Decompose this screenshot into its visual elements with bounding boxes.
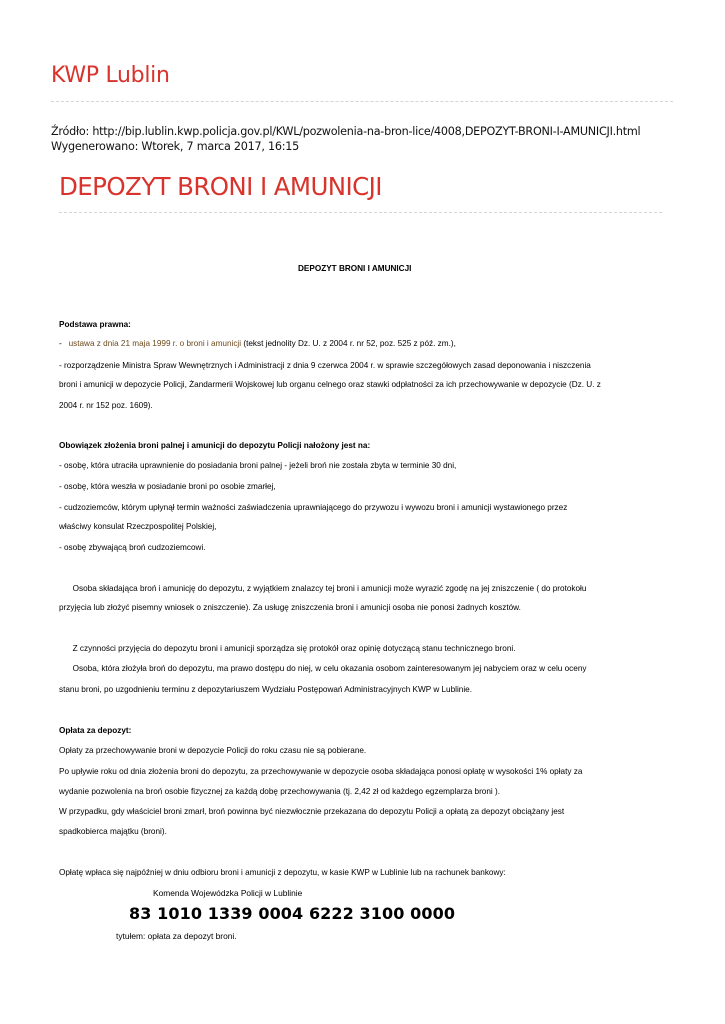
obligation-item-4: - osobę zbywającą broń cudzoziemcowi.: [59, 543, 206, 552]
generated-date-line: Wygenerowano: Wtorek, 7 marca 2017, 16:15: [51, 140, 299, 153]
payment-line: Opłatę wpłaca się najpóźniej w dniu odbioru broni i amunicji z depozytu, w kasie KWP w Lublinie lub na rachunek bankowy:: [59, 868, 506, 877]
obligation-item-3: - cudzoziemców, którym upłynął termin ważności zaświadczenia uprawniającego do przywozu i wywozu broni i amunicji wystawionego przez: [59, 503, 568, 512]
act-link[interactable]: ustawa z dnia 21 maja 1999 r. o broni i amunicji: [68, 339, 242, 348]
bank-recipient: Komenda Wojewódzka Policji w Lublinie: [153, 888, 303, 898]
fee-heading: Opłata za depozyt:: [59, 726, 132, 735]
act-details: (tekst jednolity Dz. U. z 2004 r. nr 52, poz. 525 z póź. zm.),: [241, 339, 456, 348]
fee-line-1: Opłaty za przechowywanie broni w depozycie Policji do roku czasu nie są pobierane.: [59, 746, 367, 755]
transfer-title: tytułem: opłata za depozyt broni.: [116, 931, 237, 941]
protocol-line-2: Osoba, która złożyła broń do depozytu, ma prawo dostępu do niej, w celu okazania osobom zainteresowanym jej nabyciem oraz w celu oceny: [59, 664, 587, 673]
fee-line-3: wydanie pozwolenia na broń osobie fizycznej za każdą dobę przechowywania (tj. 2,42 zł od każdego egzemplarza broni ).: [59, 787, 501, 796]
legal-basis-item-1: [59, 339, 456, 348]
fee-line-5: spadkobierca majątku (broni).: [59, 827, 167, 836]
title-divider: [59, 212, 662, 213]
destruction-line-2: przyjęcia lub złożyć pisemny wniosek o zniszczenie). Za usługę zniszczenia broni i amunicji osoba nie ponosi żadnych kosztów.: [59, 603, 521, 612]
fee-line-2: Po upływie roku od dnia złożenia broni do depozytu, za przechowywanie w depozycie osoba składająca ponosi opłatę w wysokości 1% opłaty za: [59, 767, 583, 776]
obligation-heading: Obowiązek złożenia broni palnej i amunicji do depozytu Policji nałożony jest na:: [59, 441, 371, 450]
site-title: KWP Lublin: [51, 63, 170, 88]
protocol-line-3: stanu broni, po uzgodnieniu terminu z depozytariuszem Wydziału Postępowań Administracyjnych KWP w Lublinie.: [59, 685, 472, 694]
source-url-line: Źródło: http://bip.lublin.kwp.policja.gov.pl/KWL/pozwolenia-na-bron-lice/4008,DEPOZYT-BRONI-I-AMUNICJI.html: [51, 125, 641, 138]
fee-line-4: W przypadku, gdy właściciel broni zmarł, broń powinna być niezwłocznie przekazana do depozytu Policji a opłatą za depozyt obciążany jest: [59, 807, 565, 816]
legal-basis-dash: -: [59, 339, 62, 348]
obligation-item-2: - osobę, która weszła w posiadanie broni po osobie zmarłej,: [59, 482, 276, 491]
destruction-line-1: Osoba składająca broń i amunicję do depozytu, z wyjątkiem znalazcy tej broni i amunicji może wyrazić zgodę na jej zniszczenie ( do protokołu: [59, 584, 587, 593]
obligation-item-3-cont: właściwy konsulat Rzeczpospolitej Polskiej,: [59, 522, 217, 531]
legal-basis-item-2-line-3: 2004 r. nr 152 poz. 1609).: [59, 401, 153, 410]
page-title: DEPOZYT BRONI I AMUNICJI: [59, 172, 382, 201]
bank-account-number: 83 1010 1339 0004 6222 3100 0000: [129, 904, 456, 923]
legal-basis-heading: Podstawa prawna:: [59, 320, 131, 329]
source-info: [51, 124, 640, 154]
legal-basis-item-2-line-1: - rozporządzenie Ministra Spraw Wewnętrznych i Administracji z dnia 9 czerwca 2004 r. w sprawie szczegółowych zasad deponowania i niszczenia: [59, 361, 591, 370]
article-center-title: DEPOZYT BRONI I AMUNICJI: [298, 264, 412, 273]
protocol-line-1: Z czynności przyjęcia do depozytu broni i amunicji sporządza się protokół oraz opinię dotyczącą stanu technicznego broni.: [59, 644, 516, 653]
header-divider: [51, 101, 673, 102]
obligation-item-1: - osobę, która utraciła uprawnienie do posiadania broni palnej - jeżeli broń nie została zbyta w terminie 30 dni,: [59, 461, 457, 470]
legal-basis-item-2-line-2: broni i amunicji w depozycie Policji, Żandarmerii Wojskowej lub organu celnego oraz stawki odpłatności za ich przechowywanie w depozycie (Dz. U. z: [59, 380, 601, 389]
